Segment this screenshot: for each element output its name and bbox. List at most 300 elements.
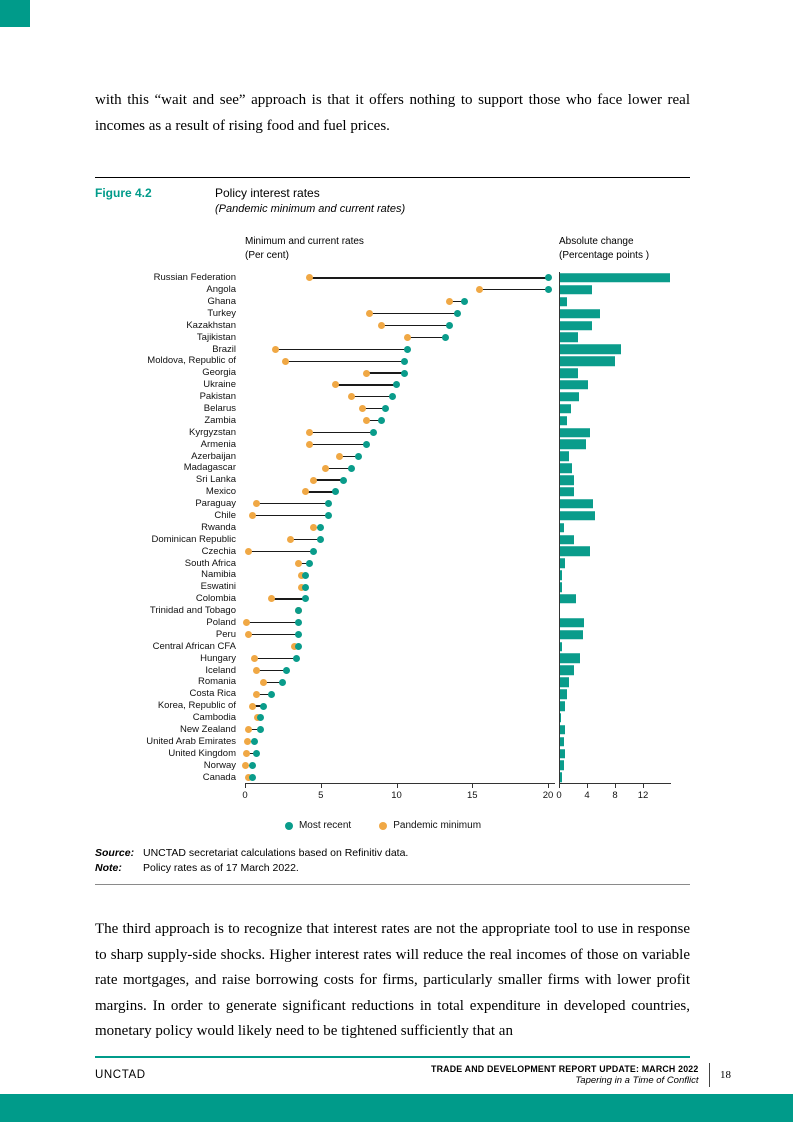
most-recent-dot: [370, 429, 377, 436]
most-recent-dot: [378, 417, 385, 424]
chart-row: [95, 724, 690, 736]
change-bar: [560, 654, 580, 664]
chart-row: [95, 617, 690, 629]
change-bar-cell: [559, 700, 672, 712]
change-bar: [560, 440, 586, 450]
dumbbell-cell: [245, 760, 555, 772]
change-bar-cell: [559, 653, 672, 665]
change-bar-cell: [559, 415, 672, 427]
figure-titles: [215, 186, 405, 215]
change-bar-cell: [559, 438, 672, 450]
chart-row: [95, 688, 690, 700]
figure-subtitle: (Pandemic minimum and current rates): [215, 203, 406, 215]
pandemic-minimum-dot: [306, 429, 313, 436]
dumbbell-connector: [366, 372, 404, 373]
chart-row: [95, 605, 690, 617]
chart-row: [95, 653, 690, 665]
change-bar-cell: [559, 522, 672, 534]
country-label: Colombia: [195, 593, 236, 605]
change-bar: [560, 428, 590, 438]
change-bar-cell: [559, 427, 672, 439]
legend-label: Most recent: [298, 820, 352, 832]
change-bar: [560, 582, 562, 592]
chart-row: [95, 522, 690, 534]
change-bar: [560, 285, 592, 295]
country-label: Namibia: [201, 569, 236, 581]
axis-tick: [615, 784, 616, 788]
pandemic-minimum-dot: [295, 560, 302, 567]
dumbbell-cell: [245, 391, 555, 403]
dumbbell-cell: [245, 664, 555, 676]
chart-row: [95, 462, 690, 474]
dumbbell-connector: [351, 396, 393, 397]
pandemic-minimum-dot: [243, 619, 250, 626]
most-recent-dot: [295, 619, 302, 626]
country-label: Peru: [215, 628, 236, 640]
country-label: Costa Rica: [189, 688, 236, 700]
figure-source-note: [95, 847, 690, 874]
most-recent-dot: [295, 643, 302, 650]
dumbbell-cell: [245, 641, 555, 653]
footer-report-subtitle: Tapering in a Time of Conflict: [575, 1075, 699, 1086]
chart-row: [95, 427, 690, 439]
change-bar-cell: [559, 379, 672, 391]
dumbbell-connector: [309, 444, 366, 445]
change-bar-cell: [559, 486, 672, 498]
country-label: Zambia: [204, 414, 236, 426]
chart-panel-headers: [245, 235, 690, 262]
pandemic-minimum-dot: [363, 417, 370, 424]
dumbbell-connector: [256, 670, 286, 671]
dumbbell-cell: [245, 355, 555, 367]
dumbbell-cell: [245, 593, 555, 605]
most-recent-dot: [401, 370, 408, 377]
change-bar-cell: [559, 391, 672, 403]
dumbbell-cell: [245, 486, 555, 498]
most-recent-dot: [310, 548, 317, 555]
chart-row: [95, 415, 690, 427]
dumbbell-connector: [313, 479, 343, 480]
figure-title: Policy interest rates: [215, 186, 320, 200]
axis-tick: [397, 784, 398, 788]
figure-bottom-rule: [95, 884, 690, 885]
note-label: Note:: [95, 862, 122, 875]
most-recent-dot: [401, 358, 408, 365]
axis-tick: [548, 784, 549, 788]
chart-row: [95, 355, 690, 367]
change-bar: [560, 345, 621, 355]
change-bar: [560, 321, 592, 331]
footer-org: UNCTAD: [95, 1069, 146, 1081]
pandemic-minimum-dot: [332, 381, 339, 388]
change-bar: [560, 416, 567, 426]
dumbbell-cell: [245, 331, 555, 343]
change-bar: [560, 297, 567, 307]
country-label: Brazil: [212, 343, 236, 355]
most-recent-dot: [363, 441, 370, 448]
pandemic-minimum-dot: [302, 488, 309, 495]
note-text: Policy rates as of 17 March 2022.: [143, 862, 299, 875]
country-label: Pakistan: [199, 391, 236, 403]
right-x-axis: [556, 783, 671, 806]
change-bar: [560, 333, 578, 343]
change-bar-cell: [559, 664, 672, 676]
country-label: Tajikistan: [196, 331, 236, 343]
dumbbell-cell: [245, 676, 555, 688]
most-recent-dot: [257, 714, 264, 721]
chart-legend: [95, 820, 671, 831]
pandemic-minimum-dot: [336, 453, 343, 460]
change-bar: [560, 547, 590, 557]
country-label: Russian Federation: [153, 272, 236, 284]
chart-row: [95, 664, 690, 676]
dumbbell-connector: [290, 539, 320, 540]
chart-row: [95, 712, 690, 724]
pandemic-minimum-dot: [366, 310, 373, 317]
country-label: United Kingdom: [168, 747, 236, 759]
change-bar-cell: [559, 343, 672, 355]
most-recent-dot: [340, 477, 347, 484]
axis-tick-label: 0: [556, 790, 562, 802]
change-bar: [560, 666, 574, 676]
change-bar-cell: [559, 581, 672, 593]
most-recent-dot: [268, 691, 275, 698]
dumbbell-cell: [245, 700, 555, 712]
chart-row: [95, 748, 690, 760]
change-bar-cell: [559, 545, 672, 557]
most-recent-dot: [249, 774, 256, 781]
axis-tick-label: 5: [318, 790, 324, 802]
country-label: Romania: [197, 676, 236, 688]
change-bar: [560, 475, 574, 485]
country-label: Kyrgyzstan: [189, 426, 236, 438]
pandemic-minimum-dot: [322, 465, 329, 472]
axis-tick-label: 15: [466, 790, 478, 802]
dumbbell-connector: [253, 515, 329, 516]
pandemic-minimum-dot: [253, 667, 260, 674]
dumbbell-connector: [247, 622, 299, 623]
change-bar: [560, 737, 564, 747]
change-bar-cell: [559, 284, 672, 296]
axis-tick: [643, 784, 644, 788]
most-recent-dot: [295, 631, 302, 638]
policy-rates-chart: [95, 235, 690, 831]
change-bar: [560, 499, 593, 509]
footer-divider: [709, 1063, 711, 1087]
pandemic-minimum-dot: [306, 274, 313, 281]
chart-row: [95, 320, 690, 332]
chart-row: [95, 569, 690, 581]
bottom-accent-bar: [0, 1094, 793, 1122]
most-recent-dot: [355, 453, 362, 460]
chart-row: [95, 284, 690, 296]
dumbbell-cell: [245, 415, 555, 427]
change-bar-cell: [559, 403, 672, 415]
country-label: Ghana: [207, 295, 236, 307]
note-row: [95, 862, 690, 874]
change-bar: [560, 309, 600, 319]
change-bar-cell: [559, 331, 672, 343]
most-recent-dot: [389, 393, 396, 400]
change-bar-cell: [559, 676, 672, 688]
most-recent-dot: [545, 274, 552, 281]
dumbbell-cell: [245, 557, 555, 569]
country-label: Czechia: [201, 545, 236, 557]
dumbbell-cell: [245, 748, 555, 760]
axis-tick: [245, 784, 246, 788]
change-bar-cell: [559, 605, 672, 617]
axis-tick: [559, 784, 560, 788]
most-recent-dot: [302, 584, 309, 591]
dumbbell-cell: [245, 308, 555, 320]
most-recent-dot: [317, 536, 324, 543]
chart-row: [95, 676, 690, 688]
most-recent-dot: [393, 381, 400, 388]
left-x-axis: [242, 783, 555, 806]
page-number: 18: [720, 1069, 731, 1081]
pandemic-minimum-dot: [476, 286, 483, 293]
source-label: Source:: [95, 847, 135, 860]
dumbbell-cell: [245, 462, 555, 474]
most-recent-dot: [293, 655, 300, 662]
change-bar: [560, 689, 567, 699]
dumbbell-cell: [245, 688, 555, 700]
axis-spacer: [95, 783, 248, 806]
country-label: Hungary: [200, 652, 236, 664]
most-recent-dot: [348, 465, 355, 472]
chart-row: [95, 343, 690, 355]
change-bar-cell: [559, 510, 672, 522]
figure-number: Figure 4.2: [95, 186, 152, 200]
dumbbell-cell: [245, 474, 555, 486]
country-label: Madagascar: [183, 462, 236, 474]
pandemic-minimum-dot: [251, 655, 258, 662]
country-label: Norway: [203, 759, 236, 771]
change-bar-cell: [559, 760, 672, 772]
dumbbell-cell: [245, 629, 555, 641]
axis-tick: [587, 784, 588, 788]
dumbbell-cell: [245, 343, 555, 355]
change-bar: [560, 392, 579, 402]
dumbbell-cell: [245, 379, 555, 391]
change-bar-cell: [559, 629, 672, 641]
pandemic-minimum-dot: [242, 762, 249, 769]
change-bar: [560, 594, 576, 604]
most-recent-dot: [283, 667, 290, 674]
change-bar-cell: [559, 569, 672, 581]
axis-tick-label: 8: [612, 790, 618, 802]
country-label: Central African CFA: [152, 640, 236, 652]
dumbbell-cell: [245, 653, 555, 665]
change-bar-cell: [559, 724, 672, 736]
chart-row: [95, 367, 690, 379]
country-label: Paraguay: [195, 498, 236, 510]
pandemic-minimum-dot: [249, 512, 256, 519]
dumbbell-connector: [256, 503, 328, 504]
right-panel-subtitle: (Percentage points ): [559, 249, 650, 261]
most-recent-dot: [306, 560, 313, 567]
change-bar-cell: [559, 641, 672, 653]
chart-row: [95, 486, 690, 498]
pandemic-minimum-dot: [287, 536, 294, 543]
dumbbell-cell: [245, 510, 555, 522]
legend-item: [379, 820, 481, 831]
change-bar: [560, 511, 595, 521]
country-label: Belarus: [203, 402, 236, 414]
country-label: Canada: [202, 771, 236, 783]
paragraph-bottom: The third approach is to recognize that interest rates are not the appropriate tool to use in response to sharp supply-side shocks. Higher interest rates will reduce the real incomes of those on variable rate mortgages, and raise borrowing costs for firms, particularly smaller firms with lower profit margins. In order to generate significant reductions in total expenditure in developed countries, monetary policy would likely need to be tightened sufficiently that an: [95, 921, 690, 1040]
most-recent-dot: [545, 286, 552, 293]
chart-row: [95, 379, 690, 391]
dumbbell-cell: [245, 522, 555, 534]
change-bar-cell: [559, 474, 672, 486]
country-label: Chile: [214, 510, 236, 521]
pandemic-minimum-dot: [243, 750, 250, 757]
change-bar-cell: [559, 771, 672, 783]
country-label: Moldova, Republic of: [147, 355, 236, 367]
chart-row: [95, 629, 690, 641]
change-bar: [560, 761, 564, 771]
dumbbell-cell: [245, 438, 555, 450]
chart-axes: [95, 783, 690, 806]
change-bar: [560, 642, 562, 652]
most-recent-dot: [454, 310, 461, 317]
country-label: Georgia: [202, 367, 236, 379]
right-panel-header: [559, 235, 671, 262]
most-recent-dot: [325, 500, 332, 507]
country-label: Sri Lanka: [195, 474, 236, 486]
pandemic-minimum-dot: [245, 726, 252, 733]
change-bar-cell: [559, 320, 672, 332]
most-recent-dot: [260, 703, 267, 710]
most-recent-dot: [302, 595, 309, 602]
chart-row: [95, 545, 690, 557]
pandemic-minimum-dot: [268, 595, 275, 602]
most-recent-dot: [461, 298, 468, 305]
dumbbell-cell: [245, 403, 555, 415]
change-bar-cell: [559, 688, 672, 700]
change-bar-cell: [559, 498, 672, 510]
dumbbell-connector: [381, 325, 449, 326]
most-recent-dot: [257, 726, 264, 733]
change-bar: [560, 701, 565, 711]
dumbbell-cell: [245, 771, 555, 783]
country-label: Poland: [206, 617, 236, 629]
pandemic-minimum-dot: [306, 441, 313, 448]
axis-tick-label: 4: [584, 790, 590, 802]
change-bar-cell: [559, 367, 672, 379]
country-label: Azerbaijan: [191, 450, 236, 462]
country-label: Rwanda: [201, 521, 236, 533]
chart-row: [95, 272, 690, 284]
country-label: United Arab Emirates: [146, 735, 236, 747]
footer-titles: [431, 1064, 698, 1086]
country-label: Mexico: [205, 486, 236, 498]
chart-row: [95, 760, 690, 772]
change-bar-cell: [559, 617, 672, 629]
dumbbell-connector: [306, 491, 336, 492]
paragraph-top: with this “wait and see” approach is that it offers nothing to support those who face lower real incomes as a result of rising food and fuel prices.: [95, 92, 690, 134]
change-bar: [560, 380, 588, 390]
dumbbell-cell: [245, 617, 555, 629]
most-recent-dot: [249, 762, 256, 769]
dumbbell-connector: [408, 337, 446, 338]
most-recent-dot: [302, 572, 309, 579]
change-bar: [560, 535, 574, 545]
pandemic-minimum-dot: [348, 393, 355, 400]
country-label: Cambodia: [192, 712, 236, 724]
source-row: [95, 847, 690, 859]
pandemic-minimum-dot: [245, 631, 252, 638]
dumbbell-cell: [245, 736, 555, 748]
dumbbell-cell: [245, 724, 555, 736]
pandemic-minimum-dot: [260, 679, 267, 686]
dumbbell-connector: [480, 289, 548, 290]
chart-row: [95, 391, 690, 403]
dumbbell-cell: [245, 534, 555, 546]
dumbbell-cell: [245, 296, 555, 308]
dumbbell-cell: [245, 427, 555, 439]
pandemic-minimum-dot: [249, 703, 256, 710]
chart-row: [95, 557, 690, 569]
dumbbell-cell: [245, 284, 555, 296]
legend-dot-icon: [285, 822, 293, 830]
country-label: Trinidad and Tobago: [149, 605, 236, 617]
dumbbell-connector: [249, 551, 313, 552]
change-bar-cell: [559, 557, 672, 569]
change-bar: [560, 368, 578, 378]
dumbbell-cell: [245, 498, 555, 510]
change-bar: [560, 487, 574, 497]
country-label: Iceland: [205, 664, 236, 676]
most-recent-dot: [251, 738, 258, 745]
chart-row: [95, 771, 690, 783]
change-bar-cell: [559, 748, 672, 760]
country-label: South Africa: [184, 557, 236, 569]
legend-dot-icon: [379, 822, 387, 830]
dumbbell-connector: [309, 277, 548, 278]
chart-row: [95, 700, 690, 712]
change-bar-cell: [559, 712, 672, 724]
most-recent-dot: [382, 405, 389, 412]
pandemic-minimum-dot: [404, 334, 411, 341]
chart-row: [95, 474, 690, 486]
legend-label: Pandemic minimum: [393, 820, 482, 832]
axis-tick: [472, 784, 473, 788]
dumbbell-cell: [245, 272, 555, 284]
left-panel-subtitle: (Per cent): [245, 249, 289, 261]
corner-accent-square: [0, 0, 30, 27]
figure-4-2: [95, 177, 690, 885]
dumbbell-cell: [245, 367, 555, 379]
chart-row: [95, 510, 690, 522]
change-bar: [560, 713, 561, 723]
country-label: Armenia: [200, 438, 236, 450]
change-bar: [560, 570, 562, 580]
change-bar: [560, 523, 564, 533]
change-bar-cell: [559, 355, 672, 367]
most-recent-dot: [325, 512, 332, 519]
chart-row: [95, 641, 690, 653]
change-bar: [560, 463, 572, 473]
chart-row: [95, 736, 690, 748]
dumbbell-connector: [285, 361, 404, 362]
legend-item: [285, 820, 351, 831]
country-label: Ukraine: [203, 379, 236, 391]
change-bar: [560, 749, 565, 759]
chart-row: [95, 308, 690, 320]
change-bar: [560, 630, 583, 640]
